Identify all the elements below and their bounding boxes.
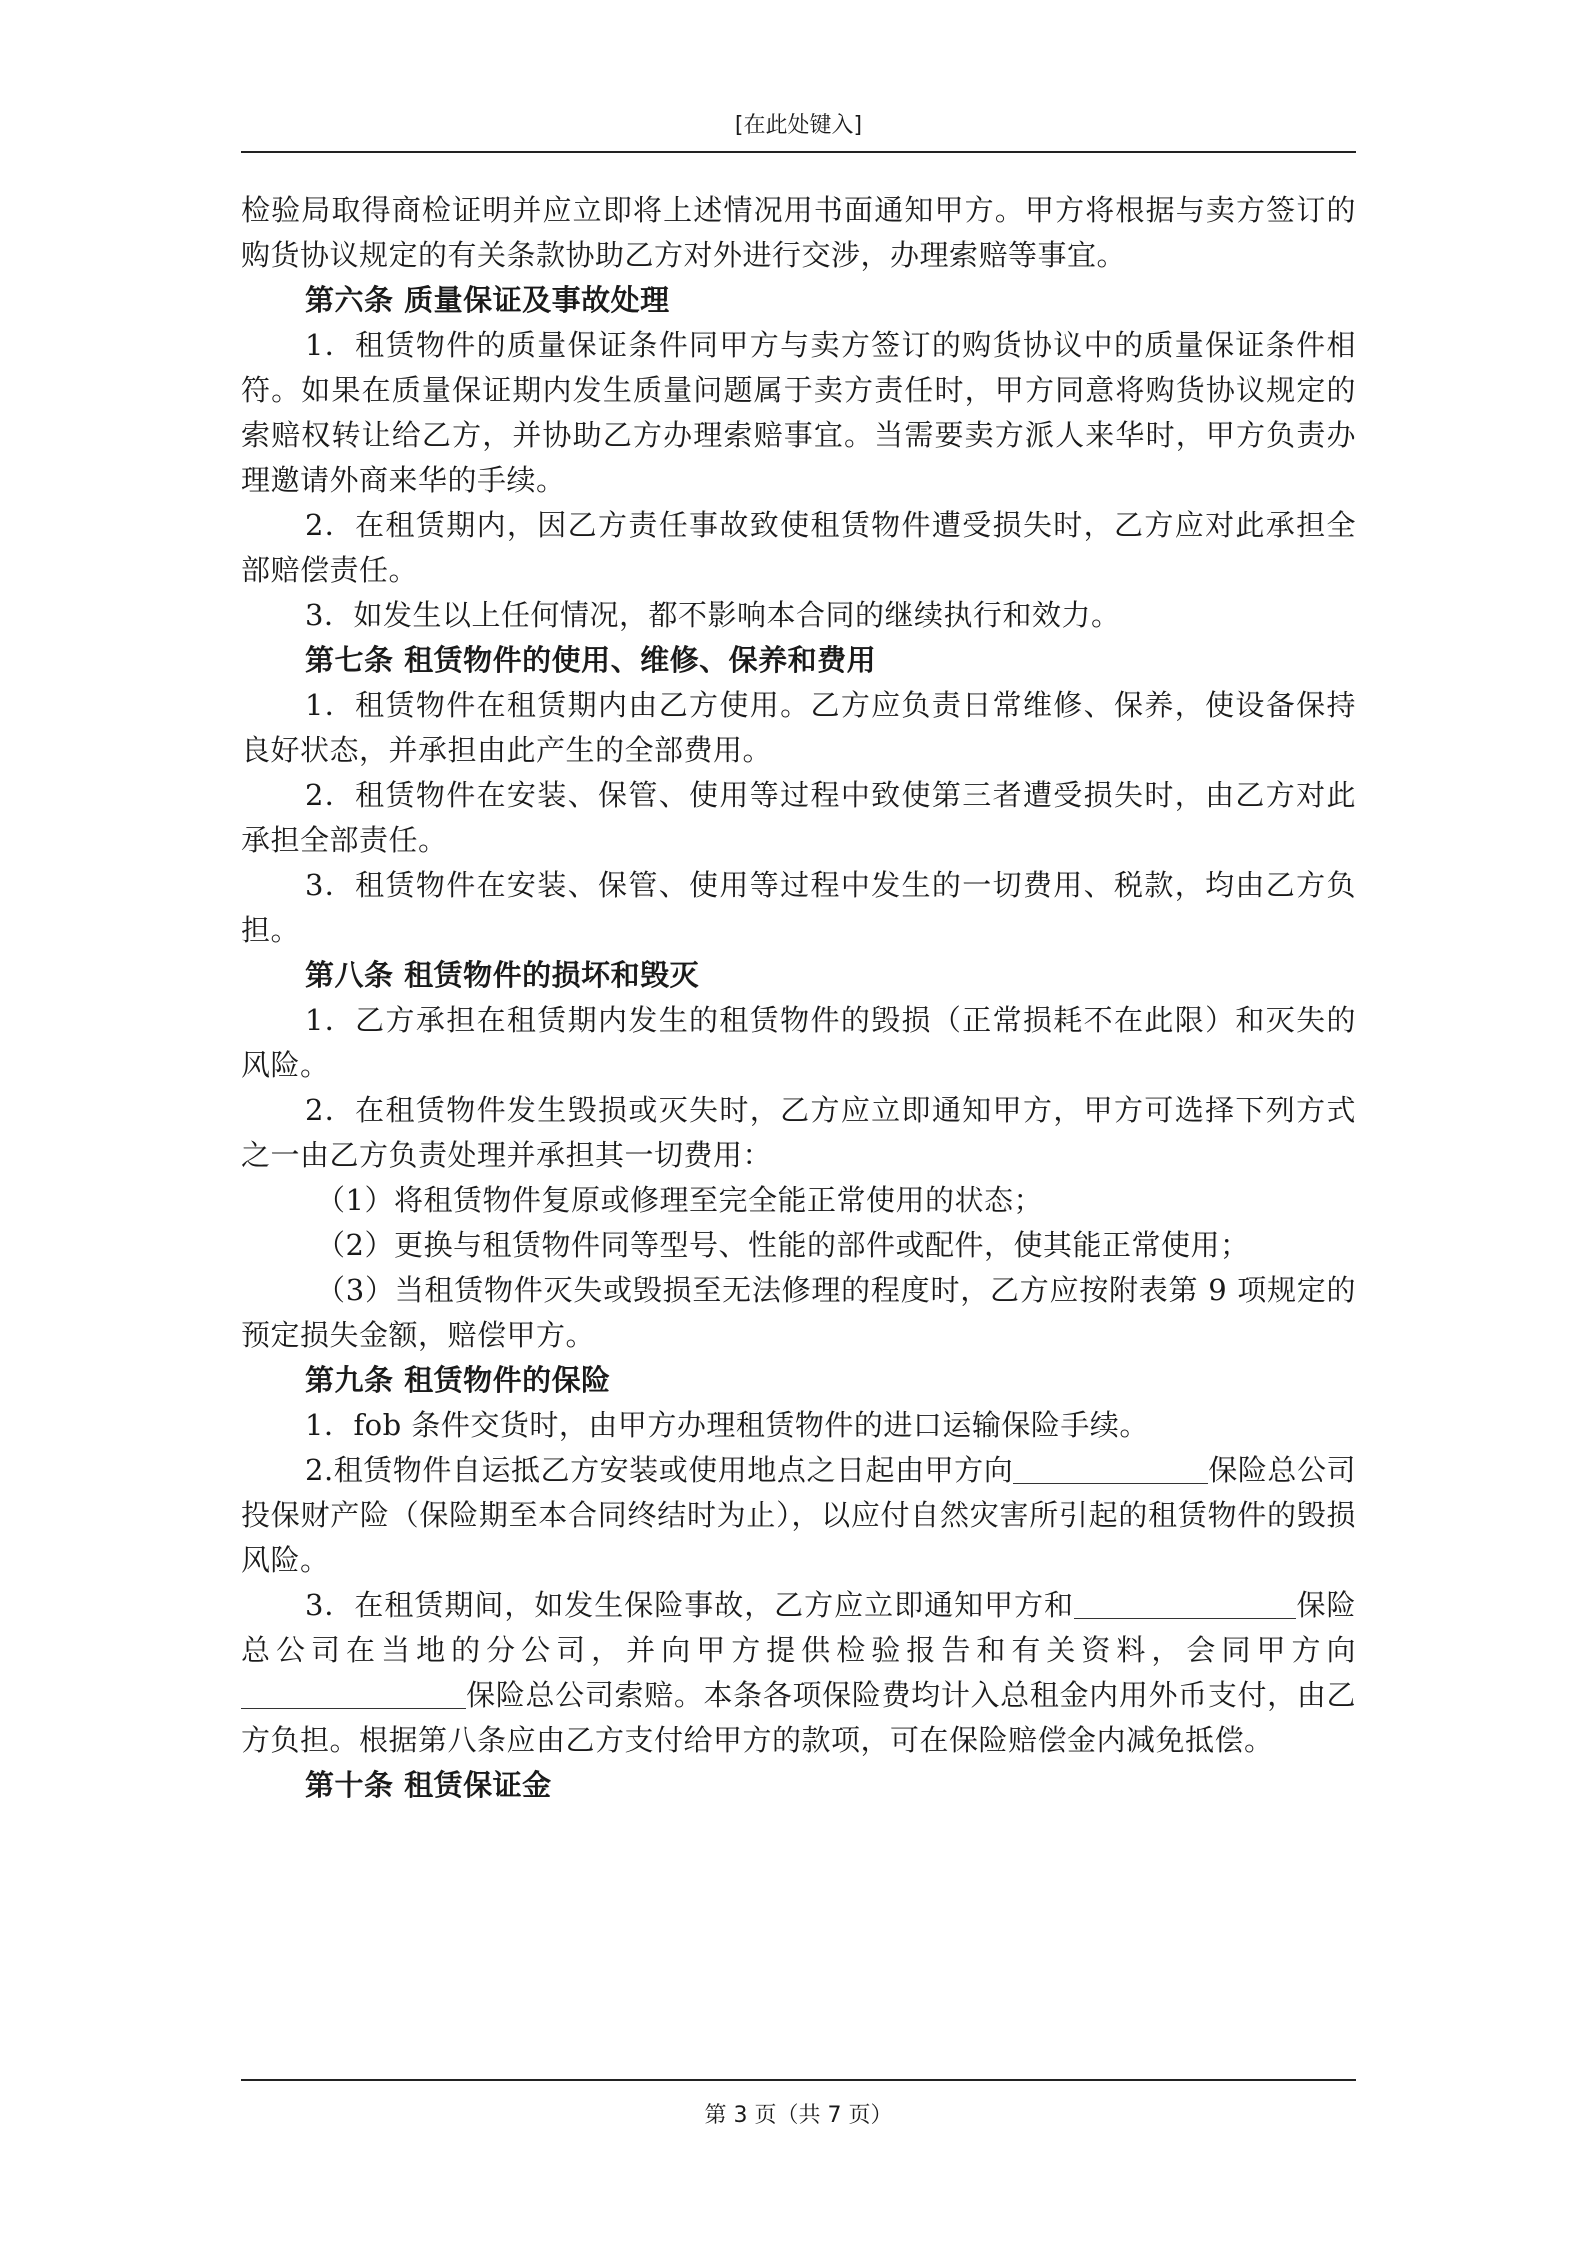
footer-rule [241,2079,1356,2081]
clause-text: 2.租赁物件自运抵乙方安装或使用地点之日起由甲方向 [305,1453,1014,1487]
article-8-item-1: （1）将租赁物件复原或修理至完全能正常使用的状态； [316,1183,1043,1217]
article-7-clause-2: 2．租赁物件在安装、保管、使用等过程中致使第三者遭受损失时，由乙方对此承担全部责任。 [241,778,1356,857]
article-7-clause-3: 3．租赁物件在安装、保管、使用等过程中发生的一切费用、税款，均由乙方负担。 [241,868,1356,947]
article-6-clause-2: 2．在租赁期内，因乙方责任事故致使租赁物件遭受损失时，乙方应对此承担全部赔偿责任。 [241,508,1356,587]
article-8-clause-1: 1．乙方承担在租赁期内发生的租赁物件的毁损（正常损耗不在此限）和灭失的风险。 [241,1003,1356,1082]
clause-text: 3．在租赁期间，如发生保险事故，乙方应立即通知甲方和 [305,1588,1075,1622]
clause-text: 保险总公司在当地的分公司，并向甲方提供检验报告和有关资料，会同甲方向 [241,1588,1356,1667]
article-8-item-2: （2）更换与租赁物件同等型号、性能的部件或配件，使其能正常使用； [316,1228,1250,1262]
article-9-clause-2 [241,1448,1356,1583]
header-rule [241,151,1356,153]
clause-text: 保险总公司索赔。本条各项保险费均计入总租金内用外币支付，由乙方负担。根据第八条应由乙方支付给甲方的款项，可在保险赔偿金内减免抵偿。 [241,1678,1356,1757]
page-footer: 第 3 页（共 7 页） [704,2103,893,2128]
document-body [241,188,1356,1808]
article-8-heading: 第八条 租赁物件的损坏和毁灭 [305,958,700,992]
article-7-heading: 第七条 租赁物件的使用、维修、保养和费用 [305,643,877,677]
article-9-heading: 第九条 租赁物件的保险 [305,1363,611,1397]
article-10-heading: 第十条 租赁保证金 [305,1768,552,1802]
clause-text: 保险总公司投保财产险（保险期至本合同终结时为止），以应付自然灾害所引起的租赁物件的毁损风险。 [241,1453,1356,1577]
article-8-item-3: （3）当租赁物件灭失或毁损至无法修理的程度时，乙方应按附表第 9 项规定的预定损失金额，赔偿甲方。 [241,1273,1356,1352]
fill-in-blank[interactable] [1013,1453,1208,1484]
article-6-clause-1: 1．租赁物件的质量保证条件同甲方与卖方签订的购货协议中的质量保证条件相符。如果在质量保证期内发生质量问题属于卖方责任时，甲方同意将购货协议规定的索赔权转让给乙方，并协助乙方办理索赔事宜。当需要卖方派人来华时，甲方负责办理邀请外商来华的手续。 [241,328,1356,497]
article-6-heading: 第六条 质量保证及事故处理 [305,283,670,317]
fill-in-blank[interactable] [241,1678,466,1709]
fill-in-blank[interactable] [1074,1588,1296,1619]
paragraph-continued: 检验局取得商检证明并应立即将上述情况用书面通知甲方。甲方将根据与卖方签订的购货协议规定的有关条款协助乙方对外进行交涉，办理索赔等事宜。 [241,193,1356,272]
article-8-clause-2: 2．在租赁物件发生毁损或灭失时，乙方应立即通知甲方，甲方可选择下列方式之一由乙方负责处理并承担其一切费用： [241,1093,1356,1172]
article-6-clause-3: 3．如发生以上任何情况，都不影响本合同的继续执行和效力。 [305,598,1121,632]
article-7-clause-1: 1．租赁物件在租赁期内由乙方使用。乙方应负责日常维修、保养，使设备保持良好状态，并承担由此产生的全部费用。 [241,688,1356,767]
article-9-clause-1: 1．fob 条件交货时，由甲方办理租赁物件的进口运输保险手续。 [305,1408,1149,1442]
article-9-clause-3 [241,1583,1356,1763]
page-header: [在此处键入] [734,113,863,138]
